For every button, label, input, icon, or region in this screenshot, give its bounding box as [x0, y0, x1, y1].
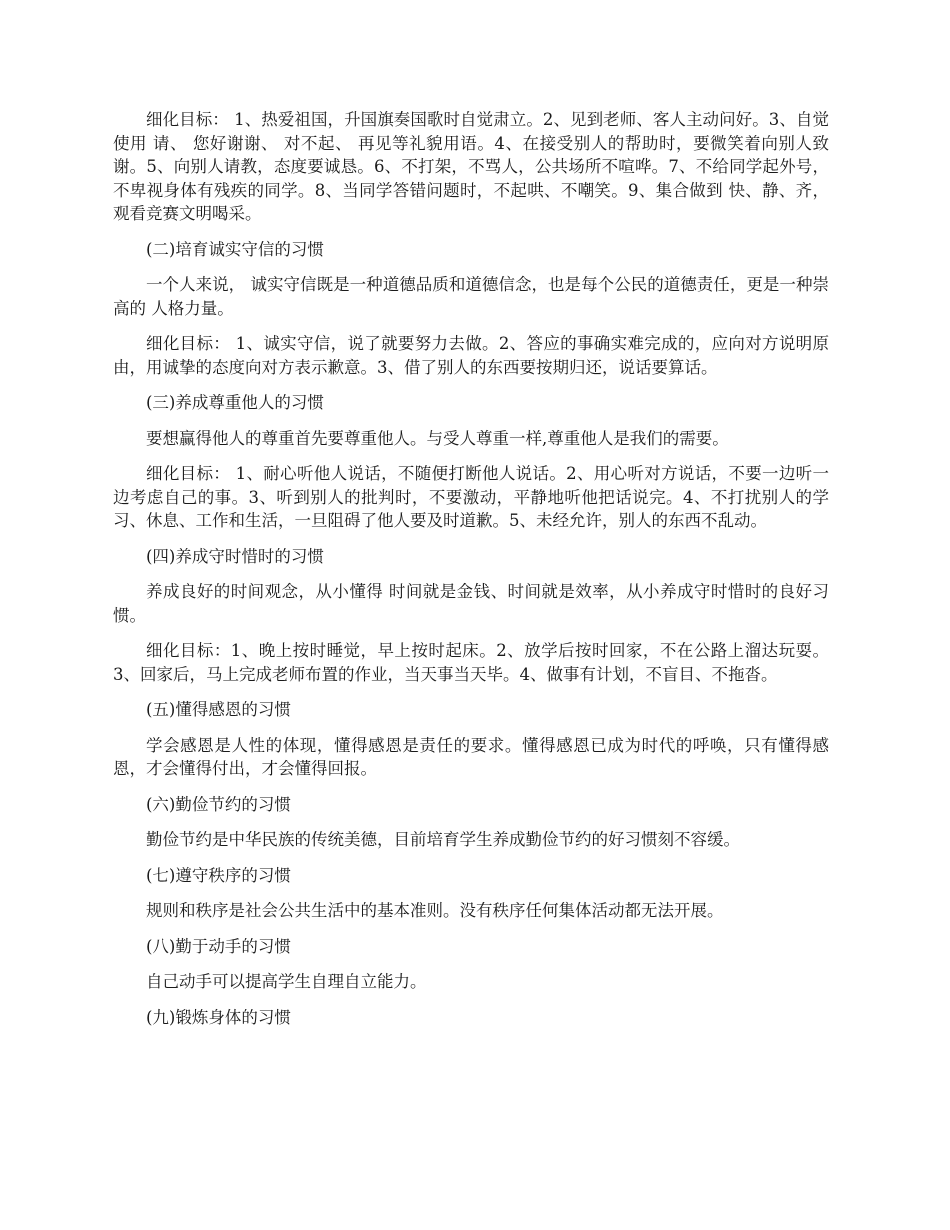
paragraph-punctuality-goals: 细化目标：1、晚上按时睡觉，早上按时起床。2、放学后按时回家，不在公路上溜达玩耍。3、回家后，马上完成老师布置的作业，当天事当天毕。4、做事有计划，不盲目、不拖沓。 [113, 641, 829, 684]
paragraph-honesty-goals: 细化目标： 1、诚实守信，说了就要努力去做。2、答应的事确实难完成的，应向对方说明原由，用诚挚的态度向对方表示歉意。3、借了别人的东西要按期归还，说话要算话。 [113, 334, 829, 377]
heading-order: (七)遵守秩序的习惯 [146, 865, 291, 885]
paragraph-honesty-intro: 一个人来说， 诚实守信既是一种道德品质和道德信念，也是每个公民的道德责任，更是一种崇高的 人格力量。 [113, 275, 829, 318]
heading-hands-on: (八)勤于动手的习惯 [146, 936, 291, 956]
document-page [113, 108, 829, 1041]
heading-respect: (三)养成尊重他人的习惯 [146, 393, 324, 412]
paragraph-etiquette-goals: 细化目标： 1、热爱祖国，升国旗奏国歌时自觉肃立。2、见到老师、客人主动问好。3、自觉使用 请、 您好谢谢、 对不起、 再见等礼貌用语。4、在接受别人的帮助时，要微笑着向别人致谢。5、向别人请教，态度要诚恳。6、不打架，不骂人，公共场所不喧哗。7、不给同学起外号，不卑视身体有残疾的同学。8、当同学答错问题时，不起哄、不嘲笑。9、集合做到 快、静、齐，观看竞赛文明喝采。 [113, 110, 829, 223]
paragraph-respect-intro: 要想赢得他人的尊重首先要尊重他人。与受人尊重一样,尊重他人是我们的需要。 [146, 428, 729, 448]
paragraph-punctuality-intro: 养成良好的时间观念，从小懂得 时间就是金钱、时间就是效率，从小养成守时惜时的良好习惯。 [113, 582, 829, 625]
paragraph-hands-on: 自己动手可以提高学生自理自立能力。 [146, 972, 427, 991]
paragraph-thrift: 勤俭节约是中华民族的传统美德，目前培育学生养成勤俭节约的好习惯刻不容缓。 [146, 830, 740, 849]
paragraph-order: 规则和秩序是社会公共生活中的基本准则。没有秩序任何集体活动都无法开展。 [146, 901, 724, 920]
paragraph-respect-goals: 细化目标： 1、耐心听他人说话，不随便打断他人说话。2、用心听对方说话，不要一边听一边考虑自己的事。3、听到别人的批判时，不要激动，平静地听他把话说完。4、不打扰别人的学习、休息、工作和生活，一旦阻碍了他人要及时道歉。5、未经允许，别人的东西不乱动。 [113, 464, 829, 530]
heading-exercise: (九)锻炼身体的习惯 [146, 1007, 291, 1027]
heading-punctuality: (四)养成守时惜时的习惯 [146, 546, 324, 566]
paragraph-gratitude: 学会感恩是人性的体现，懂得感恩是责任的要求。懂得感恩已成为时代的呼唤，只有懂得感恩，才会懂得付出，才会懂得回报。 [113, 735, 829, 778]
heading-thrift: (六)勤俭节约的习惯 [146, 794, 291, 814]
heading-gratitude: (五)懂得感恩的习惯 [146, 700, 291, 719]
heading-honesty: (二)培育诚实守信的习惯 [146, 239, 324, 259]
